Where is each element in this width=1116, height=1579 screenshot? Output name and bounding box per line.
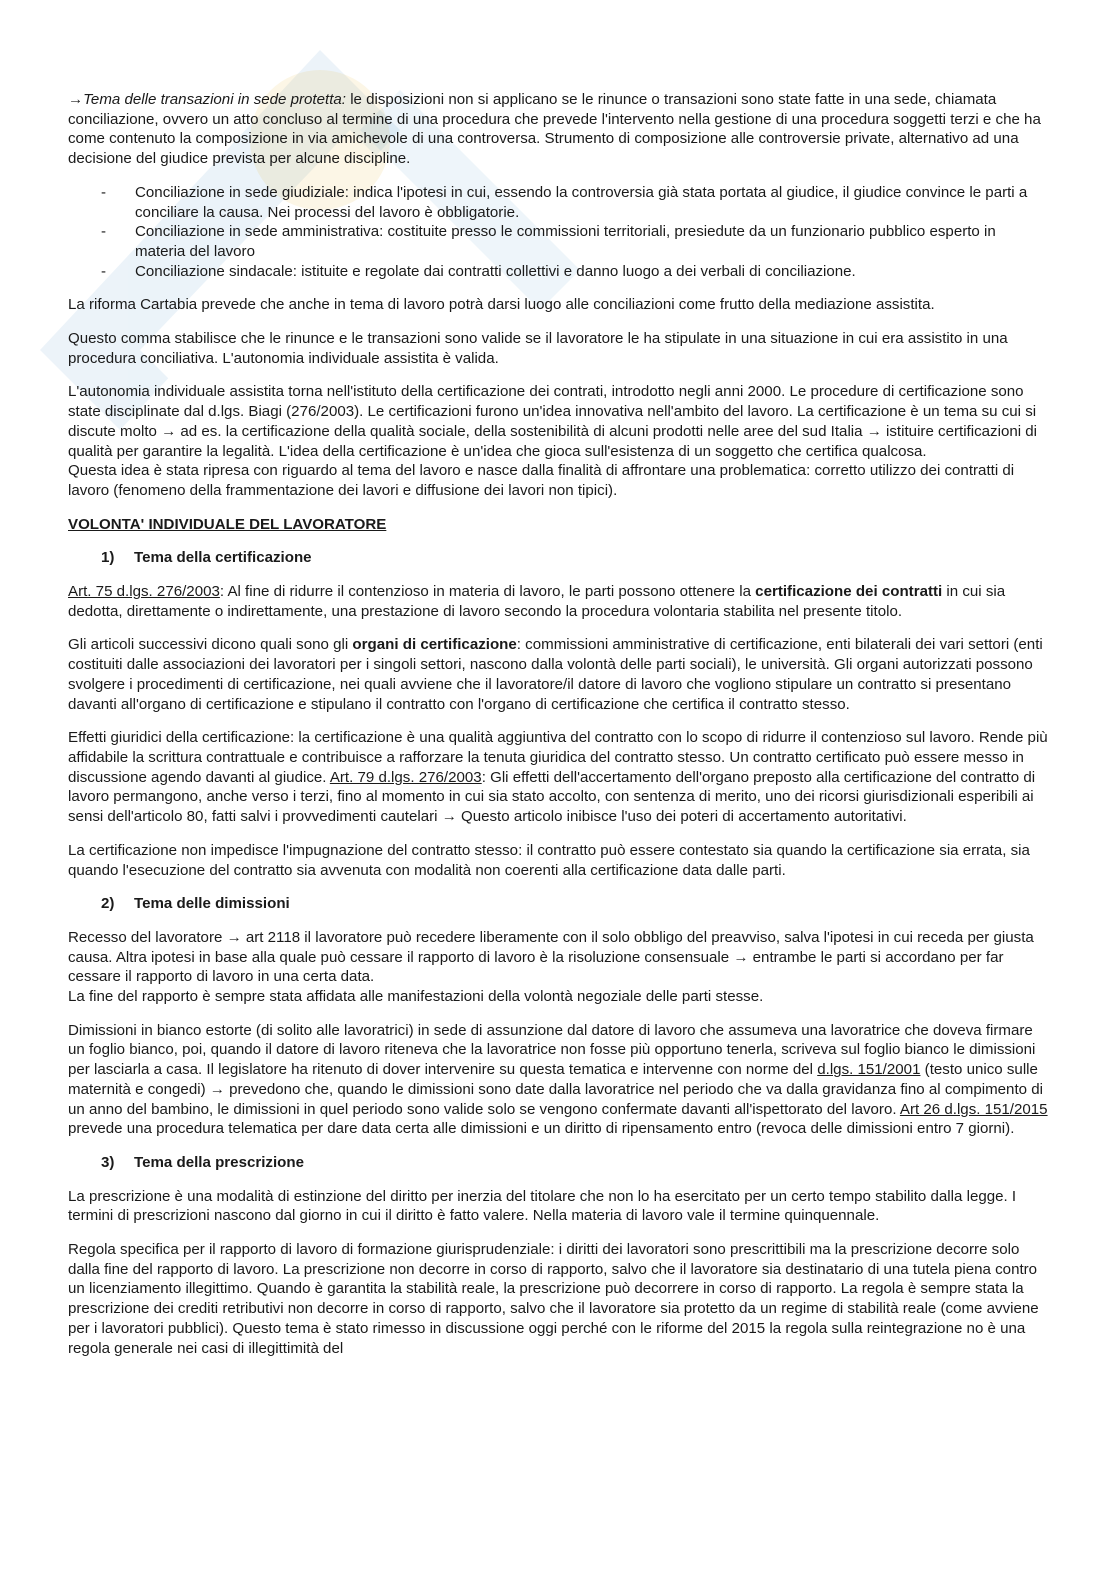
law-reference: d.lgs. 151/2001 — [817, 1061, 921, 1079]
art75-text: : Al fine di ridurre il contenzioso in materia di lavoro, le parti possono ottenere la — [219, 583, 756, 601]
heading-prescrizione — [68, 1153, 1048, 1173]
organi-text: Gli articoli successivi dicono quali sono gli — [68, 636, 353, 654]
heading-number: 1) — [101, 549, 115, 567]
document-page — [68, 90, 1048, 1372]
arrow-glyph: → — [68, 91, 84, 108]
dash-bullet: - — [101, 183, 107, 201]
heading-dimissioni — [68, 894, 1048, 914]
dash-bullet: - — [101, 262, 107, 280]
art75-paragraph — [68, 582, 1048, 621]
heading-certificazione — [68, 548, 1048, 568]
bianco-text: Dimissioni in bianco estorte (di solito alle lavoratrici) in sede di assunzione dal datore di lavoro che assumeva una lavoratrice che doveva firmare un foglio bianco, poi, quando il datore di lavoro riteneva che la lavoratrice non fosse più opportuno tenerla, scriveva sul foglio bianco le dimissioni per lasciarla a casa. Il legislatore ha ritenuto di dover intervenire su questa tematica e intervenne con norme del — [68, 1021, 1036, 1079]
autonomia-paragraph: L'autonomia individuale assistita torna nell'istituto della certificazione dei contrati, introdotto negli anni 2000. Le procedure di certificazione sono state disciplinate dal d.lgs. Biagi (276/2003). Le certificazioni furono un'idea innovativa nell'ambito del lavoro. La certificazione è un tema su cui si discute molto → ad es. la certificazione della qualità sociale, della sostenibilità di alcuni prodotti nelle aree del sud Italia → istituire certificazioni di qualità per garantire la legalità. L'idea della certificazione è un'idea che gioca sull'esistenza di un soggetto che certifica qualcosa. — [68, 383, 1038, 460]
bold-term: organi di certificazione — [352, 636, 517, 654]
regola-paragraph: Regola specifica per il rapporto di lavoro di formazione giurisprudenziale: i diritti dei lavoratori sono prescrittibili ma la prescrizione decorre solo dalla fine del rapporto di lavoro. La prescrizione non decorre in corso di rapporto, salvo che il lavoratore sia destinatario di una tutela piena contro un licenziamento illegittimo. Quando è garantita la stabilità reale, la prescrizione può decorrere in corso di rapporto. La regola è sempre stata la prescrizione dei crediti retributivi non decorre in corso di rapporto, salvo che il lavoratore sia protetto da un regime di stabilità reale (come avviene per i lavoratori pubblici). Questo tema è stato rimesso in discussione oggi perché con le riforme del 2015 la regola sulla reintegrazione no è una regola generale nei casi di illegittimità del — [68, 1241, 1039, 1357]
effetti-text: Effetti giuridici della certificazione: la certificazione è una qualità aggiuntiva del contratto con lo scopo di ridurre il contenzioso sul lavoro. Rende più affidabile la scrittura contrattuale e contribuisce a rafforzare la tenuta giuridica del contratto stesso. Un contratto certificato può essere messo in discussione agendo davanti al giudice. — [68, 729, 1048, 786]
heading-title: Tema della prescrizione — [134, 1153, 305, 1171]
list-item — [68, 262, 1048, 282]
heading-title: Tema delle dimissioni — [134, 895, 290, 913]
list-item-text: Conciliazione in sede giudiziale: indica l'ipotesi in cui, essendo la controversia già stata portata al giudice, il giudice convince le parti a conciliare la causa. Nei processi del lavoro è obbligatorie. — [135, 183, 1028, 221]
heading-number: 2) — [101, 895, 115, 913]
effetti-text-end: : Gli effetti dell'accertamento dell'organo preposto alla certificazione del contratto di lavoro permangono, anche verso i terzi, fino al momento in cui sia stato accolto, con sentenza di merito, uno dei ricorsi giurisdizionali esperibili ai sensi dell'articolo 80, fatti salvi i provvedimenti cautelari → Questo articolo inibisce l'uso dei poteri di accertamento autoritativi. — [68, 768, 1036, 826]
bianco-text-end: prevede una procedura telematica per dare data certa alle dimissioni e un diritto di ripensamento entro (revoca delle dimissioni entro 7 giorni). — [68, 1120, 1015, 1138]
prescrizione-paragraph: La prescrizione è una modalità di estinzione del diritto per inerzia del titolare che non lo ha esercitato per un certo tempo stabilito dalla legge. I termini di prescrizioni nascono dal giorno in cui il diritto è fatto valere. Nella materia di lavoro vale il termine quinquennale. — [68, 1187, 1017, 1225]
list-item-text: Conciliazione in sede amministrativa: costituite presso le commissioni territoriali, presiedute da un funzionario pubblico esperto in materia del lavoro — [135, 223, 996, 260]
organi-text-end: : commissioni amministrative di certificazione, enti bilaterali dei vari settori (enti costituiti dalle associazioni dei lavoratori per i singoli settori, nascono dalla volontà delle parti sociali), le università. Gli organi autorizzati possono svolgere i procedimenti di certificazione, nei quali avviene che il lavoratore/il datore di lavoro che vogliono stipulare un contratto si presentano davanti all'organo di certificazione e stipulano il contratto con l'organo di certificazione che certifica il contratto stesso. — [68, 636, 1043, 713]
fine-paragraph: La fine del rapporto è sempre stata affidata alle manifestazioni della volontà negoziale delle parti stesse. — [68, 988, 764, 1006]
impugnazione-paragraph: La certificazione non impedisce l'impugnazione del contratto stesso: il contratto può essere contestato sia quando la certificazione sia errata, sia quando l'esecuzione del contratto sia avvenuta con modalità non coerenti alla certificazione data dalle parti. — [68, 841, 1030, 879]
recesso-paragraph: Recesso del lavoratore → art 2118 il lavoratore può recedere liberamente con il solo obbligo del preavviso, salva l'ipotesi in cui receda per giusta causa. Altra ipotesi in base alla quale può cessare il rapporto di lavoro è la risoluzione consensuale → entrambe le parti si accordano per far cessare il rapporto di lavoro in una certa data. — [68, 928, 1034, 986]
dash-bullet: - — [101, 223, 107, 241]
list-item — [68, 183, 1048, 222]
heading-number: 3) — [101, 1153, 115, 1171]
law-reference: Art. 79 d.lgs. 276/2003 — [329, 768, 482, 786]
cartabia-paragraph: La riforma Cartabia prevede che anche in tema di lavoro potrà darsi luogo alle conciliazioni come frutto della mediazione assistita. — [68, 296, 935, 314]
organi-paragraph — [68, 635, 1048, 714]
idea-paragraph: Questa idea è stata ripresa con riguardo al tema del lavoro e nasce dalla finalità di affrontare una problematica: corretto utilizzo dei contratti di lavoro (fenomeno della frammentazione dei lavori e diffusione dei lavori non tipici). — [68, 462, 1015, 499]
comma-paragraph: Questo comma stabilisce che le rinunce e le transazioni sono valide se il lavoratore le ha stipulate in una situazione in cui era assistito in una procedura conciliativa. L'autonomia individuale assistita è valida. — [68, 330, 1008, 367]
intro-text: le disposizioni non si applicano se le rinunce o transazioni sono state fatte in una sede, chiamata conciliazione, ovvero un atto concluso al termine di una procedura che prevede l'intervento nella gestione di una procedura soggetti terzi e che ha come contenuto la composizione in via amichevole di una controversa. Strumento di composizione alle controversie private, alternativo ad una decisione del giudice prevista per alcune discipline. — [68, 91, 1041, 168]
heading-title: Tema della certificazione — [134, 549, 312, 567]
art75-text-end: in cui sia dedotta, direttamente o indirettamente, una prestazione di lavoro secondo la procedura volontaria stabilita nel presente titolo. — [68, 583, 1006, 620]
bold-term: certificazione dei contratti — [755, 583, 943, 601]
intro-paragraph — [68, 90, 1048, 169]
intro-italic: Tema delle transazioni in sede protetta: — [83, 91, 346, 108]
conciliation-list — [68, 183, 1048, 282]
list-item — [68, 222, 1048, 261]
law-reference: Art. 75 d.lgs. 276/2003 — [68, 583, 220, 601]
bianco-paragraph — [68, 1021, 1048, 1139]
section-title: VOLONTA' INDIVIDUALE DEL LAVORATORE — [68, 515, 387, 533]
law-reference: Art 26 d.lgs. 151/2015 — [899, 1100, 1048, 1118]
bianco-text-mid: (testo unico sulle maternità e congedi) → prevedono che, quando le dimissioni sono date dalla lavoratrice nel periodo che va dalla gravidanza fino al compimento di un anno del bambino, le dimissioni in quel periodo sono valide solo se vengono confermate davanti all'ispettorato del lavoro. — [68, 1061, 1043, 1118]
list-item-text: Conciliazione sindacale: istituite e regolate dai contratti collettivi e danno luogo a dei verbali di conciliazione. — [135, 262, 856, 280]
effetti-paragraph — [68, 728, 1048, 827]
